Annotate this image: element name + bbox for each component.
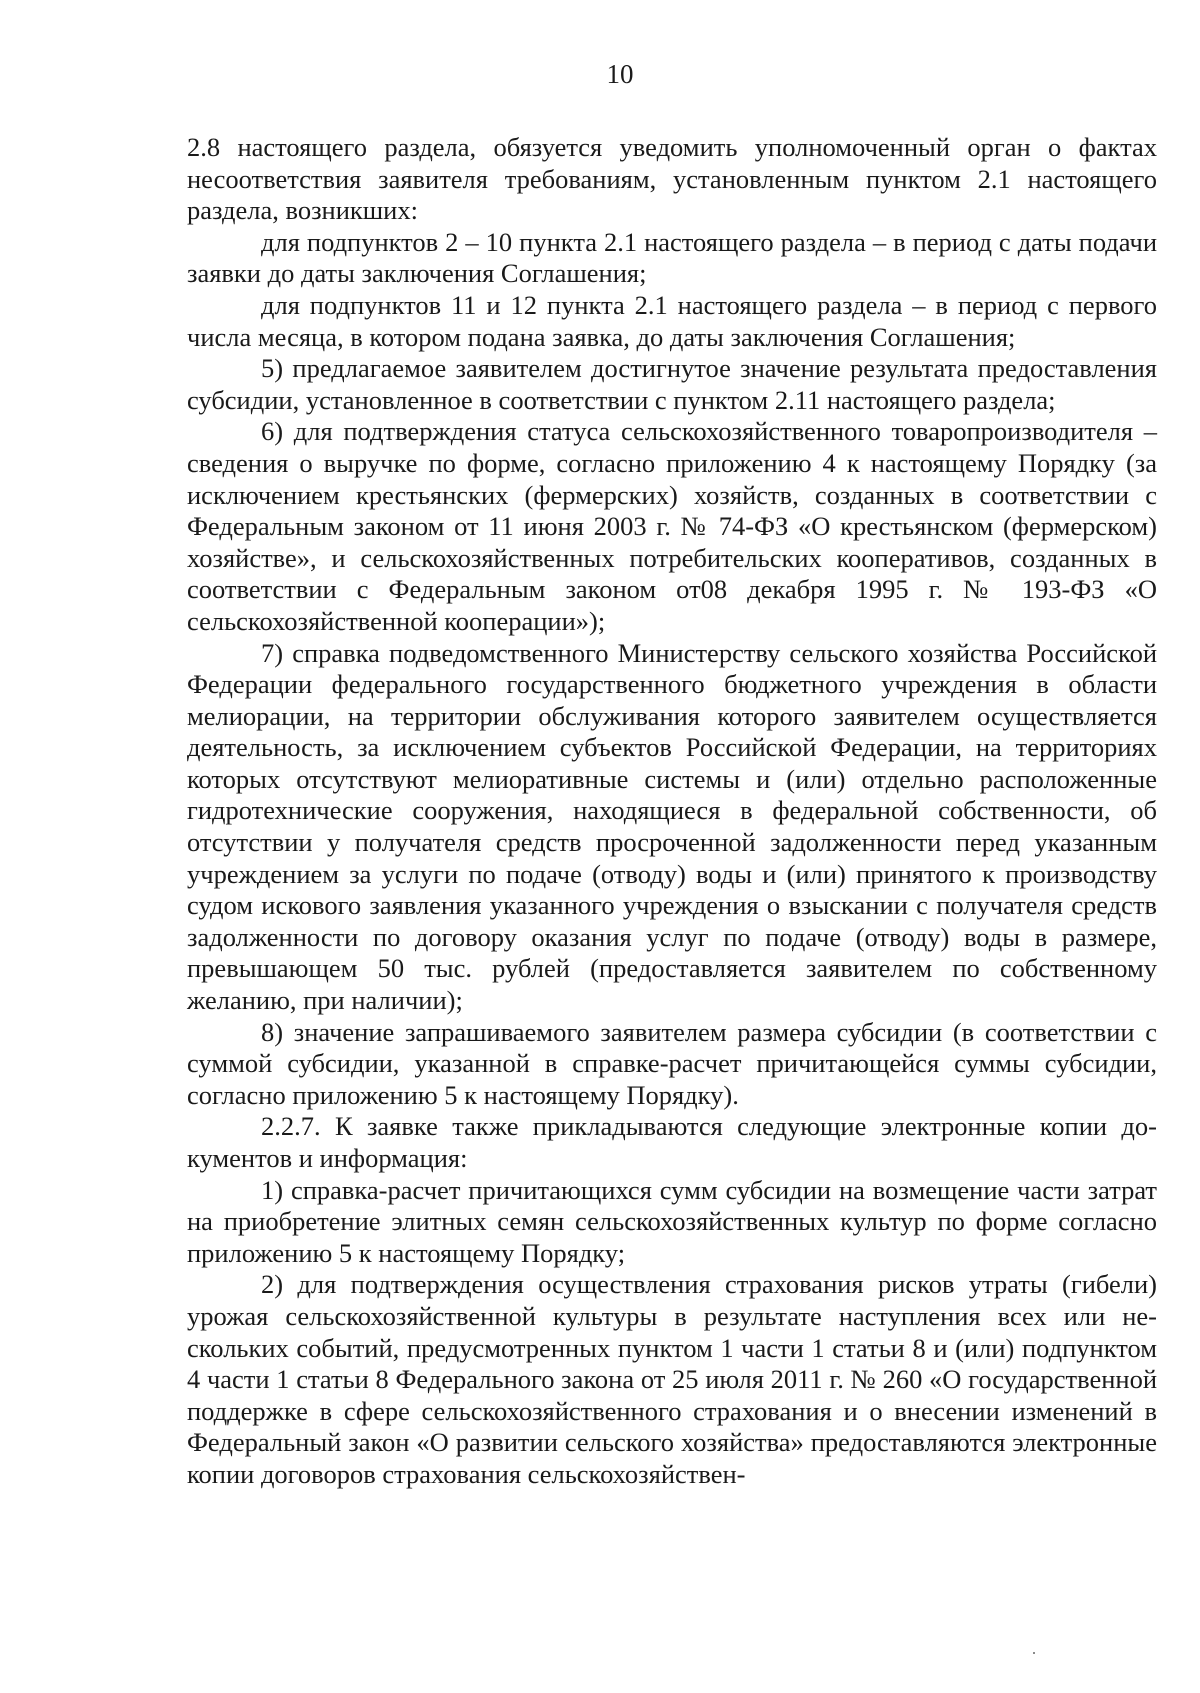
page-number: 10 bbox=[606, 59, 634, 89]
paragraph-item-8: 8) значение запрашиваемого заявителем размера субсидии (в соответствии с суммой субсидии, указанной в справке-расчет причитающейся суммы субсидии, согласно приложению 5 к настоящему Порядку). bbox=[187, 1016, 1157, 1110]
paragraph-2-2-7-item-1: 1) справка-расчет причитающихся сумм субсидии на возмещение части затрат на приобретение элитных семян сельскохозяйственных культур по форме согласно приложению 5 к настоящему Порядку; bbox=[187, 1174, 1157, 1268]
paragraph-item-5: 5) предлагаемое заявителем достигнутое значение результата предоставления субсидии, установленное в соответствии с пунктом 2.11 настоящего раздела; bbox=[187, 353, 1157, 415]
paragraph-2-2-7: 2.2.7. К заявке также прикладываются следующие электронные копии документов и информация: bbox=[187, 1111, 1157, 1173]
scan-speck bbox=[1033, 1652, 1035, 1654]
document-body bbox=[187, 132, 1157, 1491]
paragraph-2-2-7-item-2: 2) для подтверждения осуществления страхования рисков утраты (гибели) урожая сельскохозяйственной культуры в результате наступления всех или нескольких событий, предусмотренных пунктом 1 части 1 статьи 8 и (или) подпунктом 4 части 1 статьи 8 Федерального закона от 25 июля 2011 г. № 260 «О государственной поддержке в сфере сельскохозяйственного страхования и о внесении изменений в Федеральный закон «О развитии сельского хозяйства» предоставляются электронные копии договоров страхования сельскохозяйствен- bbox=[187, 1269, 1157, 1489]
paragraph-subpoints-2-10: для подпунктов 2 – 10 пункта 2.1 настоящего раздела – в период с даты подачи заявки до даты заключения Соглашения; bbox=[187, 226, 1157, 289]
paragraph-subpoints-11-12: для подпунктов 11 и 12 пункта 2.1 настоящего раздела – в период с первого числа месяца, в котором подана заявка, до даты заключения Соглашения; bbox=[187, 289, 1157, 352]
paragraph-continuation: 2.8 настоящего раздела, обязуется уведомить уполномоченный орган о фактах несоответствия заявителя требованиям, установленным пунктом 2.1 настоящего раздела, возникших: bbox=[187, 132, 1157, 226]
paragraph-item-6: 6) для подтверждения статуса сельскохозяйственного товаропроизводителя – сведения о выручке по форме, согласно приложению 4 к настоящему Порядку (за исключением крестьянских (фермерских) хозяйств, созданных в соответствии с Федеральным законом от 11 июня 2003 г. № 74-ФЗ «О крестьянском (фермерском) хозяйстве», и сельскохозяйственных потребительских кооперативов, созданных в соответствии с Федеральным законом от08 декабря 1995 г. № 193-ФЗ «О сельскохозяйственной кооперации»); bbox=[187, 416, 1157, 636]
paragraph-item-7: 7) справка подведомственного Министерству сельского хозяйства Российской Федерации федерального государственного бюджетного учреждения в области мелиорации, на территории обслуживания которого заявителем осуществляется деятельность, за исключением субъектов Российской Федерации, на территориях которых отсутствуют мелиоративные системы и (или) отдельно расположенные гидротехнические сооружения, находящиеся в федеральной собственности, об отсутствии у получателя средств просроченной задолженности перед указанным учреждением за услуги по подаче (отводу) воды и (или) принятого к производству судом искового заявления указанного учреждения о взыскании с получателя средств задолженности по договору оказания услуг по подаче (отводу) воды в размере, превышающем 50 тыс. рублей (предоставляется заявителем по собственному желанию, при наличии); bbox=[187, 637, 1157, 1016]
